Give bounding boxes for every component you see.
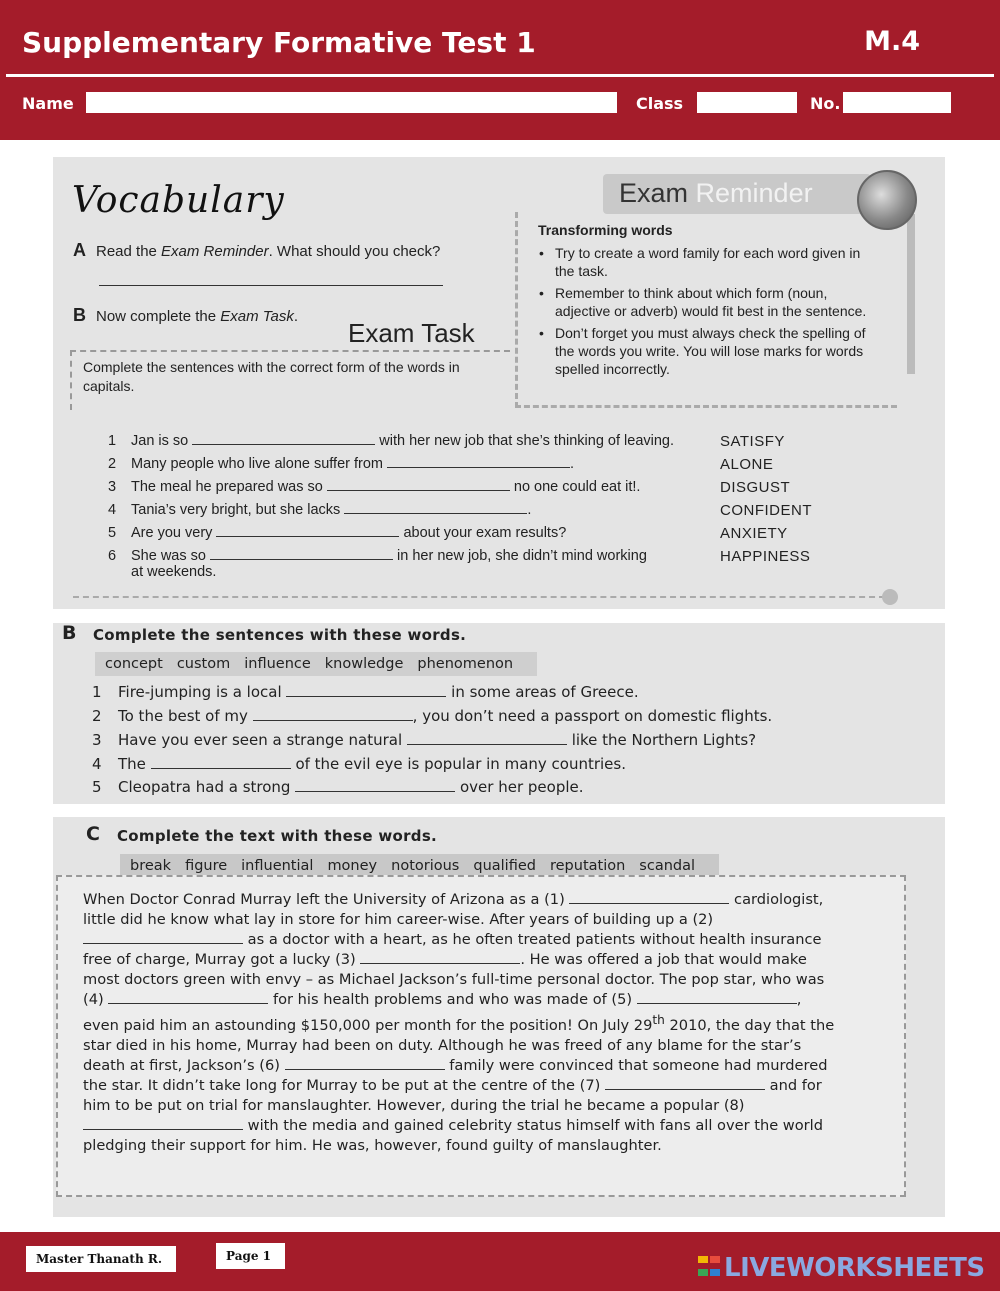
section-b-title: Complete the sentences with these words. xyxy=(93,626,467,644)
answer-blank[interactable] xyxy=(327,479,510,491)
gap-number: (8) xyxy=(723,1096,745,1114)
answer-blank[interactable] xyxy=(637,992,797,1004)
exam-reminder xyxy=(515,174,915,414)
answer-blank[interactable] xyxy=(83,1118,243,1130)
question-b: B Now complete the Exam Task. xyxy=(73,305,299,325)
gap-number: (6) xyxy=(259,1056,280,1074)
reminder-list xyxy=(537,244,882,382)
word-option: influence xyxy=(244,656,311,672)
answer-blank[interactable] xyxy=(83,932,243,944)
liveworksheets-logo xyxy=(698,1253,985,1283)
question-b-letter: B xyxy=(73,305,86,325)
page-number: Page 1 xyxy=(216,1243,285,1269)
gap-number: (4) xyxy=(83,991,104,1008)
divider-end-icon xyxy=(882,589,898,605)
word-option: scandal xyxy=(639,858,696,874)
class-label: Class xyxy=(636,94,684,113)
section-b-sentence: 2 To the best of my , you don’t need a passport on domestic flights. xyxy=(92,707,773,725)
task-sentence: 3 The meal he prepared was so no one could eat it!. DISGUST xyxy=(108,479,791,496)
reminder-banner: Exam Reminder xyxy=(603,174,871,214)
gap-number: (7) xyxy=(579,1076,601,1094)
globe-icon xyxy=(857,170,917,230)
reminder-bullet: • Try to create a word family for each word given in the task. xyxy=(537,244,882,280)
section-c-title: Complete the text with these words. xyxy=(117,827,438,845)
answer-blank[interactable] xyxy=(216,525,399,537)
task-divider xyxy=(73,596,885,598)
name-label: Name xyxy=(22,94,74,113)
task-sentence: 6 She was so in her new job, she didn’t mind working HAPPINESS at weekends. xyxy=(108,548,811,580)
word-option: influential xyxy=(241,858,314,874)
liveworksheets-cube-icon xyxy=(698,1256,720,1280)
number-input[interactable] xyxy=(843,92,951,113)
section-b-sentence: 5 Cleopatra had a strong over her people. xyxy=(92,778,584,796)
gap-number: (2) xyxy=(692,911,714,928)
capital-word: HAPPINESS xyxy=(720,548,811,565)
cloze-paragraph: When Doctor Conrad Murray left the University of Arizona as a (1) cardiologist, little did he know what lay in store for him career-wise. After years of building up a (2) as a doctor with a heart, as he often treated patients without health insurance free of charge, Murray got a lucky (3) . He was offered a job that would make most doctors green with envy – as Michael Jackson’s full-time personal doctor. The pop star, who was (4) for his health problems and who was made of (5) , even paid him an astounding $150,000 per month for the position! On July 29th 2010, the day that the star died in his home, Murray had been on duty. Although he was freed of any blame for the star’s death at first, Jackson’s (6) family were convinced that someone had murdered the star. It didn’t take long for Murray to be put at the centre of the (7) and for him to be put on trial for manslaughter. However, during the trial he became a popular (8) with the media and gained celebrity status himself with fans all over the world pledging their support for him. He was, however, found guilty of manslaughter. xyxy=(83,891,835,1154)
header-bar xyxy=(0,0,1000,140)
capital-word: DISGUST xyxy=(720,479,791,496)
answer-blank[interactable] xyxy=(569,892,729,904)
answer-blank[interactable] xyxy=(286,685,446,697)
word-option: phenomenon xyxy=(417,656,514,672)
reminder-bullet: • Don’t forget you must always check the spelling of the words you write. You will lose marks for words spelled incorrectly. xyxy=(537,324,882,378)
answer-blank[interactable] xyxy=(295,780,455,792)
word-option: break xyxy=(130,858,172,874)
section-b-word-box xyxy=(95,652,537,676)
section-c-letter: C xyxy=(86,823,100,845)
answer-blank[interactable] xyxy=(192,433,375,445)
reminder-edge xyxy=(907,214,915,374)
word-option: money xyxy=(327,858,378,874)
answer-blank[interactable] xyxy=(210,548,393,560)
answer-blank[interactable] xyxy=(407,733,567,745)
name-input[interactable] xyxy=(86,92,617,113)
word-option: concept xyxy=(105,656,163,672)
answer-blank[interactable] xyxy=(285,1058,445,1070)
task-sentence: 4 Tania’s very bright, but she lacks . CONFIDENT xyxy=(108,502,812,519)
vocabulary-heading: Vocabulary xyxy=(72,180,285,221)
answer-blank[interactable] xyxy=(360,952,520,964)
question-a-letter: A xyxy=(73,240,86,260)
answer-blank[interactable] xyxy=(108,992,268,1004)
section-b-sentence: 1 Fire-jumping is a local in some areas of Greece. xyxy=(92,683,639,701)
word-option: knowledge xyxy=(324,656,404,672)
capital-word: ANXIETY xyxy=(720,525,788,542)
task-sentence: 2 Many people who live alone suffer from . ALONE xyxy=(108,456,774,473)
word-option: figure xyxy=(185,858,228,874)
question-a-answer-line[interactable] xyxy=(99,285,443,286)
page-title: Supplementary Formative Test 1 xyxy=(22,26,536,59)
exam-task-instruction: Complete the sentences with the correct form of the words in capitals. xyxy=(83,359,460,394)
section-b-sentence: 3 Have you ever seen a strange natural like the Northern Lights? xyxy=(92,731,757,749)
reminder-bullet: • Remember to think about which form (noun, adjective or adverb) would fit best in the sentence. xyxy=(537,284,882,320)
gap-number: (3) xyxy=(335,951,356,968)
class-input[interactable] xyxy=(697,92,797,113)
answer-blank[interactable] xyxy=(344,502,527,514)
answer-blank[interactable] xyxy=(151,757,291,769)
capital-word: SATISFY xyxy=(720,433,785,450)
grade-level: M.4 xyxy=(864,26,920,57)
answer-blank[interactable] xyxy=(253,709,413,721)
word-option: qualified xyxy=(473,858,536,874)
reminder-heading: Transforming words xyxy=(538,222,673,238)
section-b-sentence: 4 The of the evil eye is popular in many countries. xyxy=(92,755,626,773)
header-divider xyxy=(6,74,994,77)
section-b-letter: B xyxy=(62,622,77,644)
liveworksheets-wordmark: LIVEWORKSHEETS xyxy=(724,1253,985,1283)
gap-number: (5) xyxy=(611,991,633,1008)
word-option: reputation xyxy=(549,858,626,874)
answer-blank[interactable] xyxy=(605,1078,765,1090)
author-label: Master Thanath R. xyxy=(26,1246,176,1272)
exam-task-title: Exam Task xyxy=(348,318,475,348)
task-sentence: 5 Are you very about your exam results? ANXIETY xyxy=(108,525,788,542)
gap-number: (1) xyxy=(544,891,565,908)
capital-word: CONFIDENT xyxy=(720,502,812,519)
word-option: custom xyxy=(176,656,231,672)
answer-blank[interactable] xyxy=(387,456,570,468)
capital-word: ALONE xyxy=(720,456,774,473)
question-a: A Read the Exam Reminder. What should you check? xyxy=(73,240,441,260)
task-sentence: 1 Jan is so with her new job that she’s thinking of leaving. SATISFY xyxy=(108,433,785,450)
number-label: No. xyxy=(810,94,841,113)
word-option: notorious xyxy=(391,858,460,874)
